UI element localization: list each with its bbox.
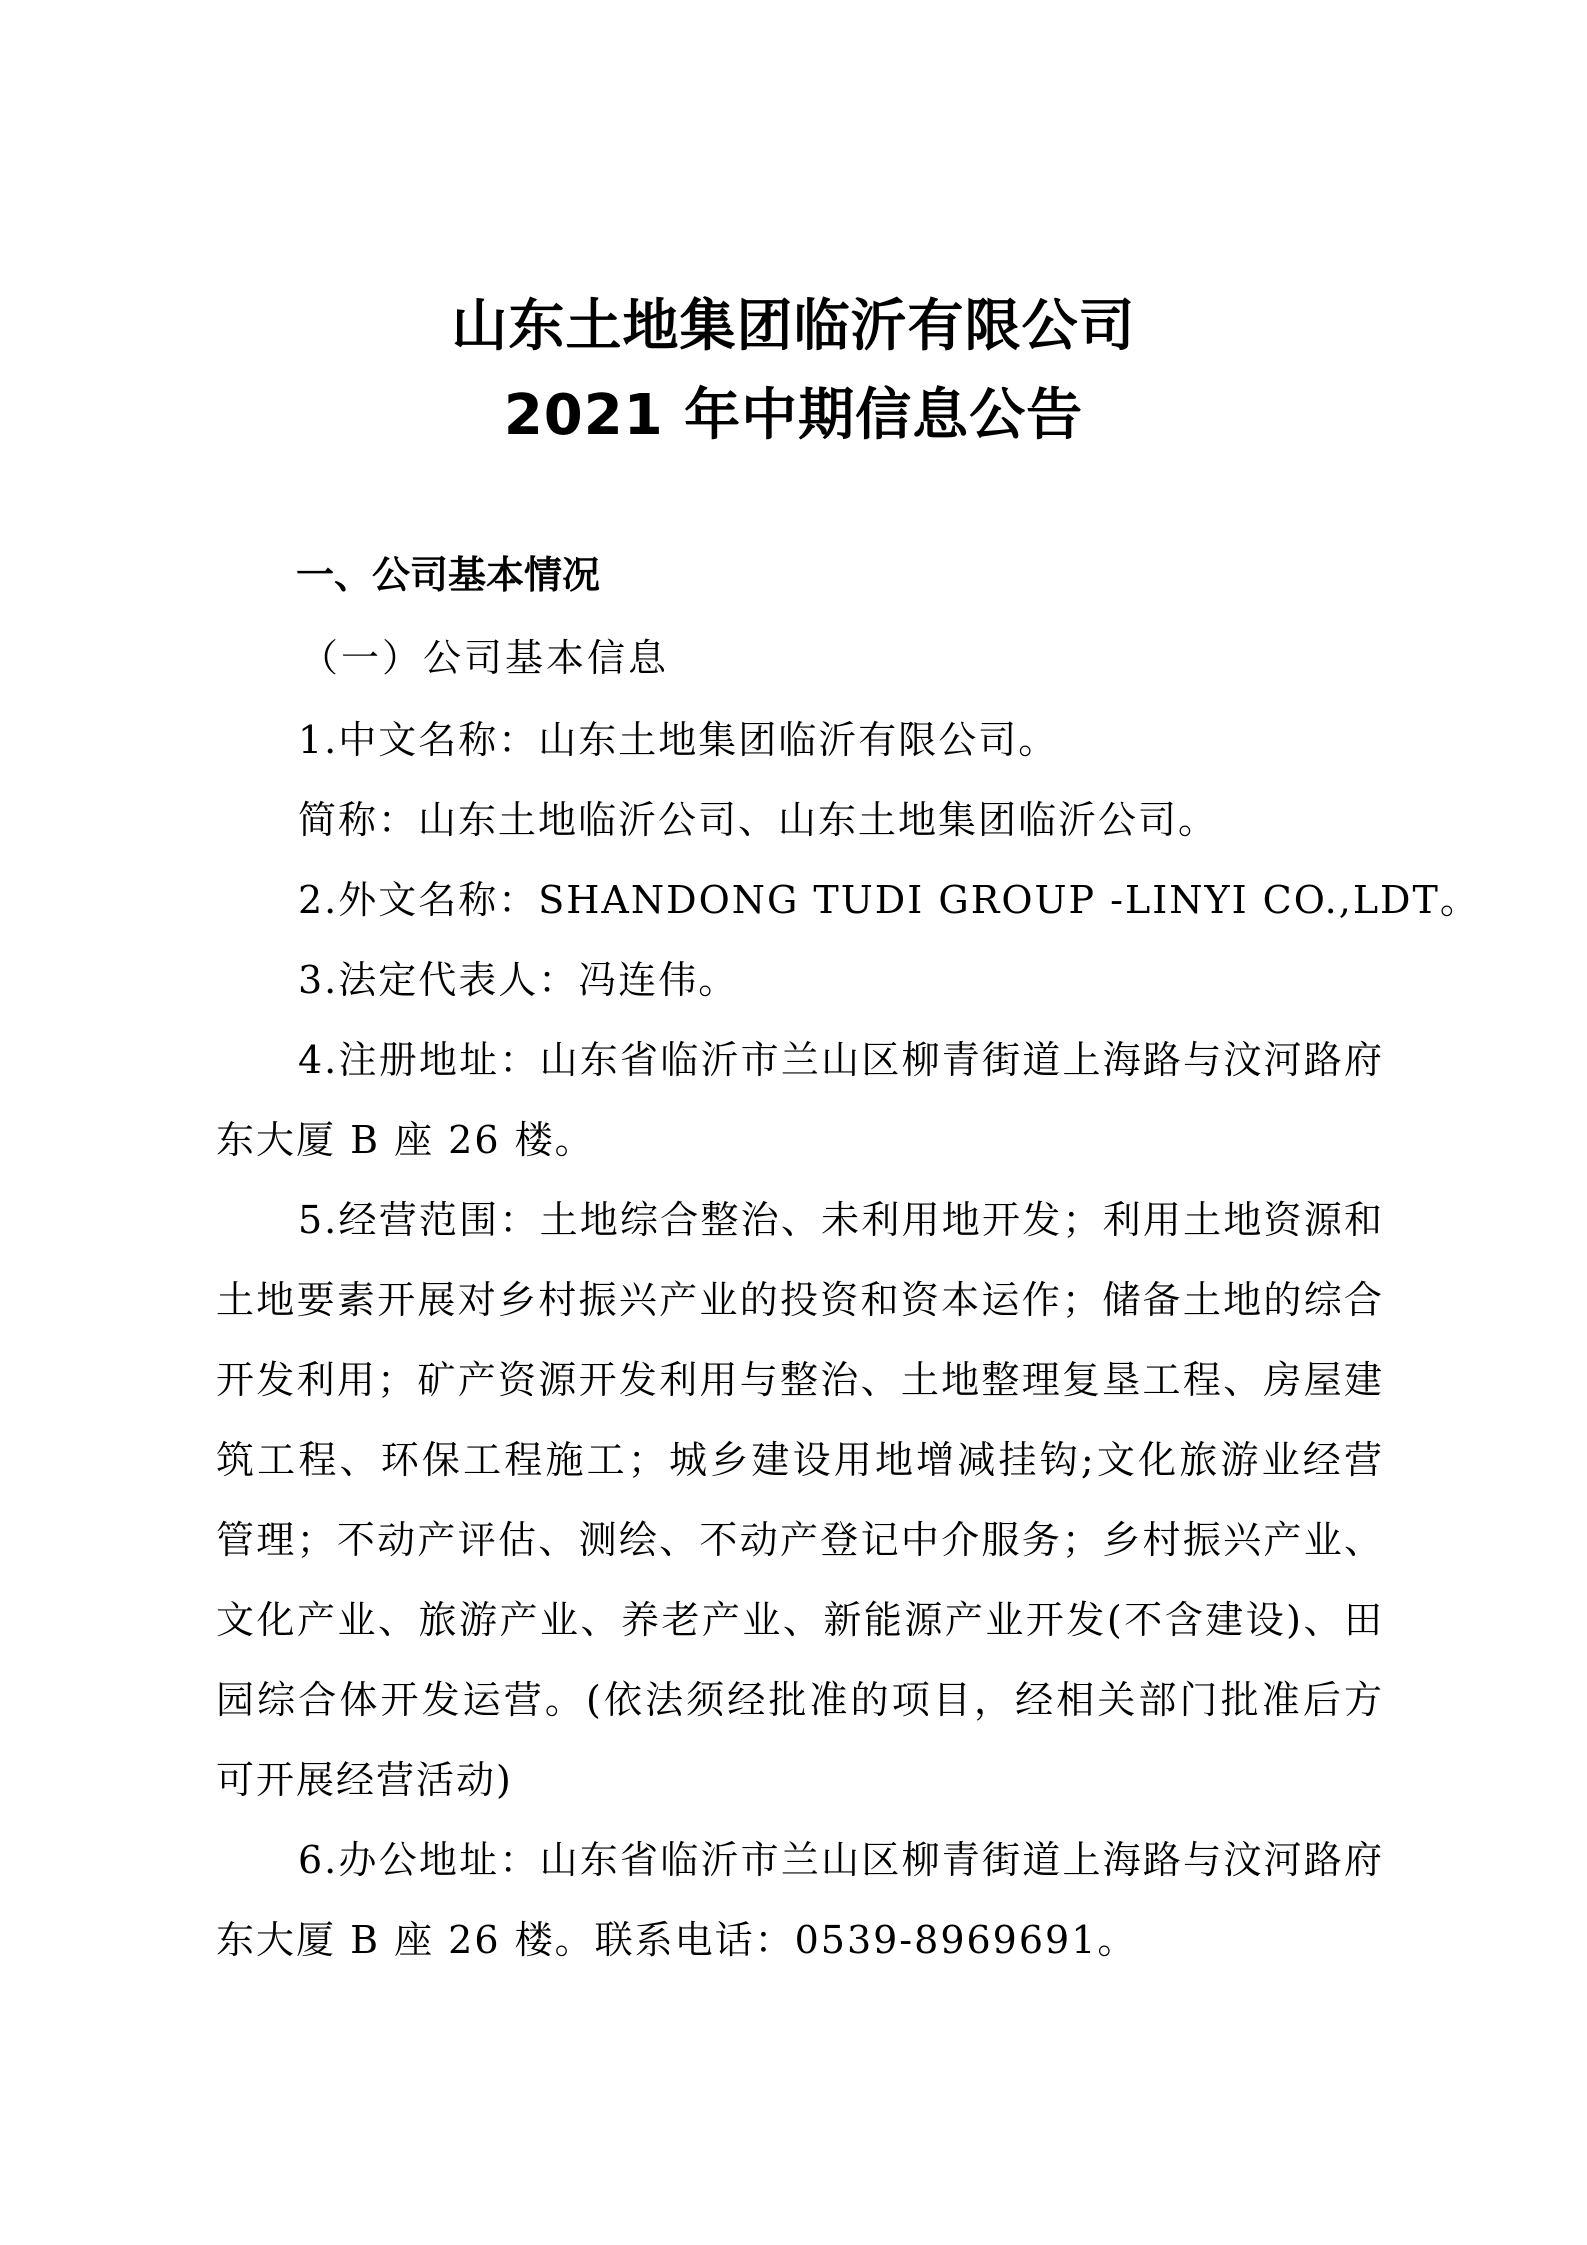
- document-title-line-1: 山东土地集团临沂有限公司: [451, 294, 1136, 359]
- paragraph-chinese-name: 1.中文名称：山东土地集团临沂有限公司。: [298, 718, 1059, 762]
- paragraph-foreign-name: 2.外文名称：SHANDONG TUDI GROUP -LINYI CO.,LDT。: [298, 878, 1480, 922]
- paragraph-short-name: 简称：山东土地临沂公司、山东土地集团临沂公司。: [298, 798, 1219, 842]
- paragraph-registered-address: 4.注册地址：山东省临沂市兰山区柳青街道上海路与汶河路府东大厦 B 座 26 楼。: [216, 1038, 1384, 1162]
- document-body: [216, 700, 1480, 1980]
- paragraph-legal-representative: 3.法定代表人：冯连伟。: [298, 958, 739, 1002]
- paragraph-office-address: 6.办公地址：山东省临沂市兰山区柳青街道上海路与汶河路府东大厦 B 座 26 楼。联系电话：0539-8969691。: [216, 1838, 1384, 1962]
- subsection-heading: （一）公司基本信息: [300, 636, 670, 680]
- document-title-line-2: 2021 年中期信息公告: [503, 383, 1084, 448]
- section-heading: 一、公司基本情况: [296, 553, 601, 597]
- paragraph-business-scope: 5.经营范围：土地综合整治、未利用地开发；利用土地资源和土地要素开展对乡村振兴产业的投资和资本运作；储备土地的综合开发利用；矿产资源开发利用与整治、土地整理复垦工程、房屋建筑工程、环保工程施工；城乡建设用地增减挂钩;文化旅游业经营管理；不动产评估、测绘、不动产登记中介服务；乡村振兴产业、文化产业、旅游产业、养老产业、新能源产业开发(不含建设)、田园综合体开发运营。(依法须经批准的项目，经相关部门批准后方可开展经营活动): [216, 1198, 1384, 1802]
